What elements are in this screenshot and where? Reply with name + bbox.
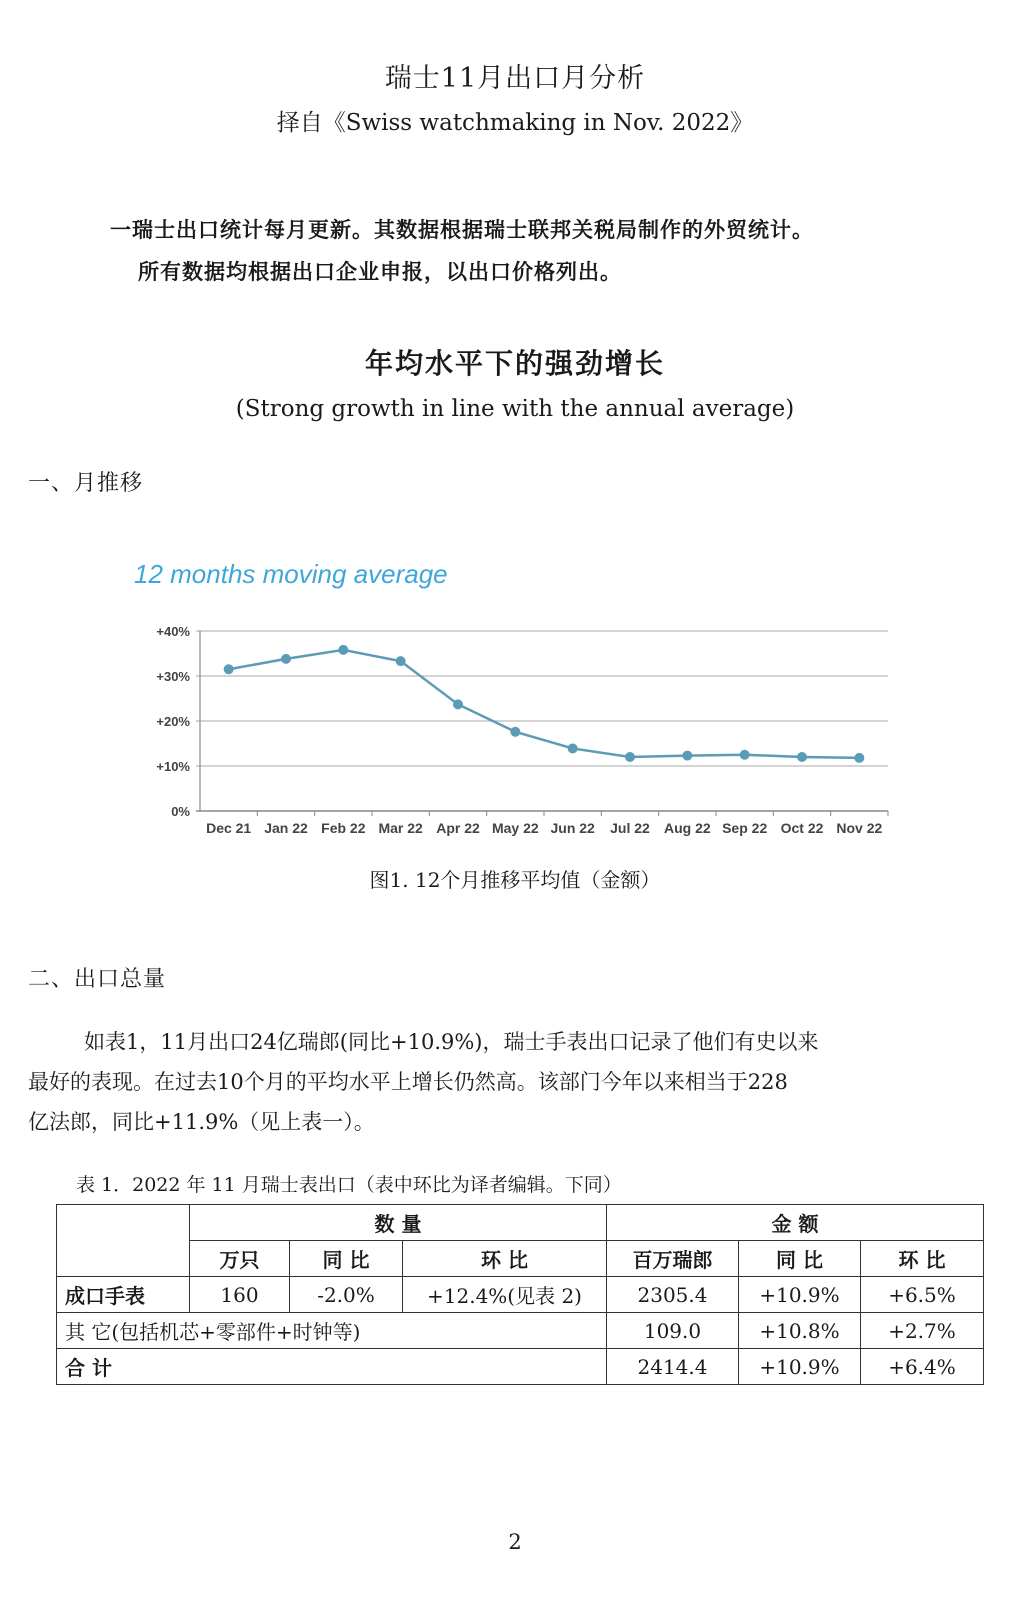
data-point <box>682 751 692 761</box>
x-tick-label: Jan 22 <box>264 820 308 836</box>
row-label: 合 计 <box>57 1349 607 1385</box>
data-point <box>224 664 234 674</box>
row-label: 其 它(包括机芯+零部件+时钟等) <box>57 1313 607 1349</box>
table-caption: 表 1．2022 年 11 月瑞士表出口（表中环比为译者编辑。下同） <box>76 1174 622 1196</box>
x-tick-label: Apr 22 <box>436 820 480 836</box>
cell-chf: 109.0 <box>607 1313 739 1349</box>
data-point <box>625 752 635 762</box>
data-point <box>797 752 807 762</box>
x-tick-label: Jul 22 <box>610 820 650 836</box>
heading-export-total: 二、出口总量 <box>28 967 167 992</box>
section-subtitle: (Strong growth in line with the annual average) <box>235 396 795 422</box>
moving-average-chart <box>120 545 900 845</box>
x-tick-label: Nov 22 <box>836 820 883 836</box>
cell-units: 160 <box>190 1277 290 1313</box>
figure-caption: 图1. 12个月推移平均值（金额） <box>369 868 661 892</box>
x-tick-label: Aug 22 <box>663 820 711 836</box>
page-number: 2 <box>508 1530 522 1554</box>
x-tick-label: Feb 22 <box>321 820 366 836</box>
y-tick-label: +20% <box>156 714 190 729</box>
data-point <box>740 750 750 760</box>
data-point <box>453 699 463 709</box>
table-corner-cell <box>57 1205 190 1277</box>
table-row <box>57 1313 984 1349</box>
document-subtitle: 择自《Swiss watchmaking in Nov. 2022》 <box>276 110 754 136</box>
header-amount: 金 额 <box>607 1205 984 1241</box>
cell-qty-yoy: -2.0% <box>290 1277 403 1313</box>
section-title: 年均水平下的强劲增长 <box>364 347 665 380</box>
table-row <box>57 1277 984 1313</box>
series-line <box>229 650 860 758</box>
header-chf: 百万瑞郎 <box>607 1241 739 1277</box>
header-qty-yoy: 同 比 <box>290 1241 403 1277</box>
header-qty-mom: 环 比 <box>403 1241 607 1277</box>
cell-amt-mom: +2.7% <box>861 1313 984 1349</box>
cell-chf: 2305.4 <box>607 1277 739 1313</box>
table-subheader-row <box>57 1241 984 1277</box>
header-amt-mom: 环 比 <box>861 1241 984 1277</box>
cell-amt-yoy: +10.8% <box>739 1313 861 1349</box>
body-paragraph-line-2: 最好的表现。在过去10个月的平均水平上增长仍然高。该部门今年以来相当于228 <box>28 1070 788 1094</box>
x-tick-label: Mar 22 <box>378 820 423 836</box>
data-point <box>396 656 406 666</box>
y-tick-label: +30% <box>156 669 190 684</box>
x-tick-label: Jun 22 <box>550 820 595 836</box>
x-tick-label: Dec 21 <box>206 820 252 836</box>
header-amt-yoy: 同 比 <box>739 1241 861 1277</box>
data-point <box>854 753 864 763</box>
header-quantity: 数 量 <box>190 1205 607 1241</box>
intro-line-2: 所有数据均根据出口企业申报，以出口价格列出。 <box>138 259 622 284</box>
data-point <box>510 727 520 737</box>
cell-amt-yoy: +10.9% <box>739 1349 861 1385</box>
body-paragraph-line-3: 亿法郎，同比+11.9%（见上表一）。 <box>28 1110 375 1134</box>
cell-qty-mom: +12.4%(见表 2) <box>403 1277 607 1313</box>
y-tick-label: +10% <box>156 759 190 774</box>
table-header-row <box>57 1205 984 1241</box>
body-paragraph-line-1: 如表1，11月出口24亿瑞郎(同比+10.9%)，瑞士手表出口记录了他们有史以来 <box>84 1030 819 1054</box>
chart-title: 12 months moving average <box>134 559 448 589</box>
y-tick-label: 0% <box>171 804 190 819</box>
data-point <box>338 645 348 655</box>
cell-chf: 2414.4 <box>607 1349 739 1385</box>
header-units: 万只 <box>190 1241 290 1277</box>
x-tick-label: May 22 <box>491 820 539 836</box>
intro-line-1: 一瑞士出口统计每月更新。其数据根据瑞士联邦关税局制作的外贸统计。 <box>110 217 814 242</box>
cell-amt-mom: +6.4% <box>861 1349 984 1385</box>
data-point <box>281 654 291 664</box>
export-table <box>56 1204 984 1385</box>
x-tick-label: Oct 22 <box>780 820 824 836</box>
cell-amt-mom: +6.5% <box>861 1277 984 1313</box>
x-tick-label: Sep 22 <box>722 820 768 836</box>
document-title: 瑞士11月出口月分析 <box>384 63 646 94</box>
y-tick-label: +40% <box>156 624 190 639</box>
table-row <box>57 1349 984 1385</box>
row-label: 成口手表 <box>57 1277 190 1313</box>
heading-monthly-trend: 一、月推移 <box>28 471 144 496</box>
data-point <box>568 743 578 753</box>
export-table-container <box>56 1204 984 1385</box>
cell-amt-yoy: +10.9% <box>739 1277 861 1313</box>
